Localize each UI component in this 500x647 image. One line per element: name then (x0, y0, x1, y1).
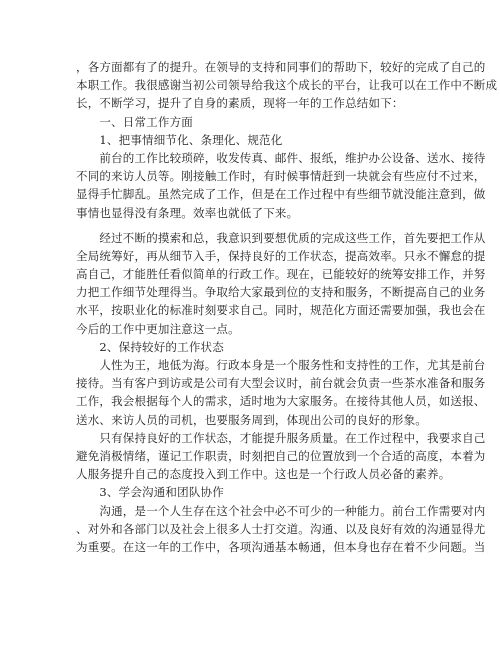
text-line: 人性为王，地低为海。行政本身是一个服务性和支持性的工作，尤其是前台 (76, 358, 486, 372)
text-line: 人服务提升自己的态度投入到工作中。这也是一个行政人员必备的素养。 (76, 467, 451, 482)
text-line: 、对外和各部门以及社会上很多人士打交道。沟通、以及良好有效的沟通显得尤 (76, 521, 486, 536)
text-line: 经过不断的摸索和总，我意识到要想优质的完成这些工作，首先要把工作从 (76, 230, 486, 245)
text-line: 显得手忙脚乱。虽然完成了工作，但是在工作过程中有些细节就没能注意到，做 (76, 187, 486, 202)
text-line: 只有保持良好的工作状态，才能提升服务质量。在工作过程中，我要求自己 (76, 430, 486, 445)
subsection-heading: 1、把事情细节化、条理化、规范化 (76, 132, 283, 147)
subsection-heading: 3、学会沟通和团队协作 (76, 485, 224, 500)
document-body (76, 58, 498, 556)
text-line: 前台的工作比较琐碎，收发传真、邮件、报纸，维护办公设备、送水、接待 (76, 150, 486, 165)
text-line: 今后的工作中更加注意这一点。 (76, 321, 240, 336)
text-line: 为重要。在这一年的工作中，各项沟通基本畅通，但本身也存在着不少问题。当 (76, 539, 486, 554)
text-line: 力把工作细节处理得当。争取给大家最到位的支持和服务，不断提高自己的业务 (76, 285, 486, 300)
text-line: 高自己，才能胜任看似简单的行政工作。现在，已能较好的统筹安排工作，并努 (76, 267, 486, 282)
text-line: 工作，我会根据每个人的需求，适时地为大家服务。在接待其他人员，如送报、 (76, 394, 486, 409)
text-line: 送水、来访人员的司机，也要服务周到，体现出公司的良好的形象。 (76, 412, 427, 427)
text-line: 避免消极情绪，谨记工作职责，时刻把自己的位置放到一个合适的高度，本着为 (76, 448, 486, 463)
text-line: 水平，按职业化的标准时刻要求自己。同时，规范化方面还需要加强，我也会在 (76, 303, 486, 318)
section-heading: 一、日常工作方面 (76, 114, 193, 129)
text-line: 不同的来访人员等。刚接触工作时，有时候事情赶到一块就会有些应付不过来， (76, 169, 486, 184)
text-line: 事情也显得没有条理。效率也就低了下来。 (76, 205, 299, 220)
subsection-heading: 2、保持较好的工作状态 (76, 339, 224, 354)
paragraph-gap (76, 222, 422, 229)
text-line: 沟通，是一个人生存在这个社会中必不可少的一种能力。前台工作需要对内 (76, 503, 486, 518)
text-line: 本职工作。我很感谢当初公司领导给我这个成长的平台，让我可以在工作中不断成 (76, 78, 498, 93)
text-line: 全局统筹好，再从细节入手，保持良好的工作状态，提高效率。只永不懈怠的提 (76, 248, 486, 263)
text-line: ，各方面都有了的提升。在领导的支持和同事们的帮助下，较好的完成了自己的 (76, 60, 486, 74)
text-line: 长，不断学习，提升了自身的素质，现将一年的工作总结如下： (76, 96, 404, 111)
text-line: 接待。当有客户到访或是公司有大型会议时，前台就会负责一些茶水准备和服务 (76, 376, 486, 391)
